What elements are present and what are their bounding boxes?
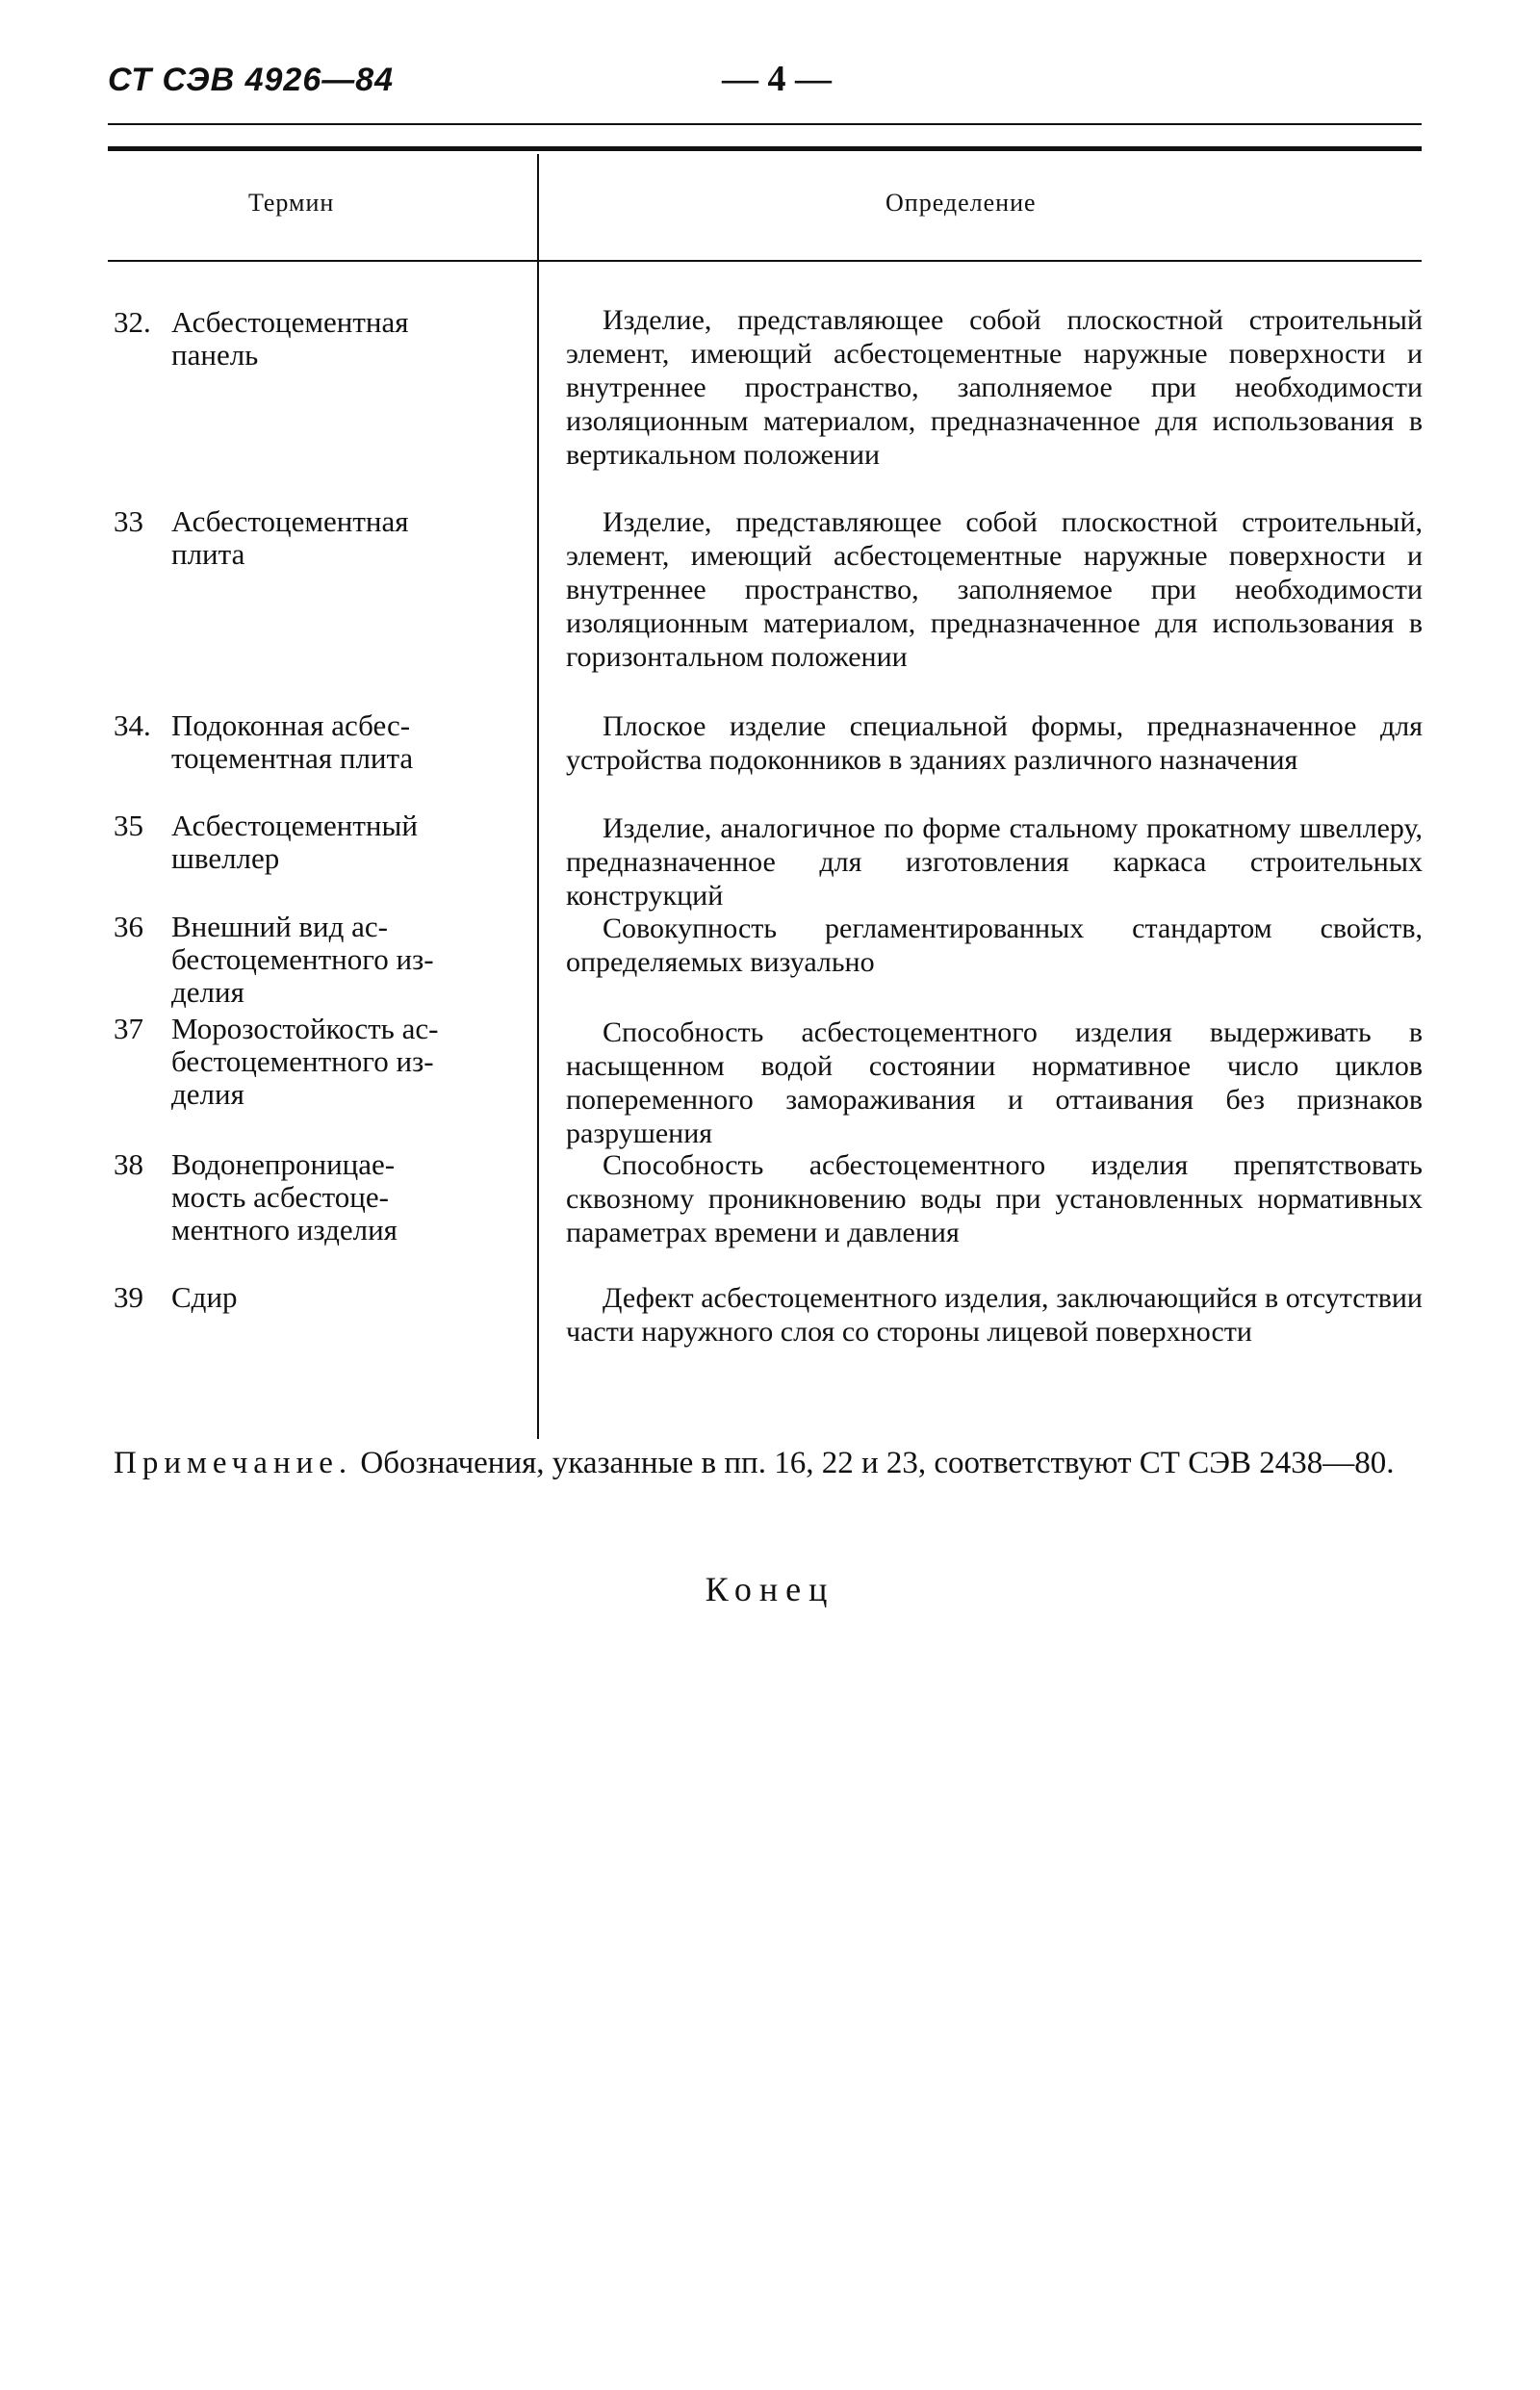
- header-bottom-rule: [108, 260, 1422, 262]
- definition-32: [566, 303, 1423, 472]
- term-32: [114, 306, 518, 372]
- term-34: [114, 709, 518, 775]
- term-number: 38: [114, 1147, 143, 1181]
- definition-34: [566, 709, 1423, 777]
- term-text: Асбестоцементный: [171, 809, 418, 842]
- term-text: Водонепроницае-: [171, 1147, 396, 1181]
- end-marker: Конец: [705, 1570, 835, 1608]
- column-header-definition: Определение: [886, 189, 1037, 217]
- term-number: 35: [114, 809, 143, 842]
- definition-36: [566, 912, 1423, 979]
- top-rule-thick: [108, 146, 1422, 151]
- term-number: 33: [114, 504, 143, 538]
- term-text: ментного изделия: [171, 1213, 398, 1246]
- document-code: СТ СЭВ 4926—84: [108, 62, 395, 98]
- term-text: делия: [171, 975, 244, 1009]
- page-number: — 4 —: [722, 59, 832, 99]
- definition-37: [566, 1015, 1423, 1150]
- definition-text: Способность асбестоцементного изделия выдерживать в насыщенном водой состоянии нормативное число циклов попеременного замораживания и оттаивания без признаков разрушения: [566, 1016, 1423, 1149]
- term-39: [114, 1281, 518, 1314]
- term-33: [114, 505, 518, 571]
- term-number: 32.: [114, 305, 151, 339]
- term-text: швеллер: [171, 841, 280, 875]
- definition-text: Способность асбестоцементного изделия препятствовать сквозному проникновению воды при установленных нормативных параметрах времени и давления: [566, 1149, 1423, 1248]
- term-text: делия: [171, 1077, 244, 1111]
- term-text: Подоконная асбес-: [171, 708, 411, 742]
- term-35: [114, 810, 518, 875]
- term-text: мость асбестоце-: [171, 1180, 389, 1214]
- term-text: Морозостойкость ас-: [171, 1012, 439, 1045]
- definition-35: [566, 811, 1423, 912]
- definition-text: Изделие, представляющее собой плоскостной строительный элемент, имеющий асбестоцементные наружные поверхности и внутреннее пространство, заполняемое при необходимости изоляционным материалом, предназначенное для использования в вертикальном положении: [566, 304, 1423, 471]
- definition-text: Совокупность регламентированных стандартом свойств, определяемых визуально: [566, 912, 1423, 978]
- term-number: 37: [114, 1012, 143, 1045]
- term-number: 34.: [114, 708, 151, 742]
- term-text: бестоцементного из-: [171, 1044, 434, 1078]
- term-37: [114, 1013, 518, 1111]
- definition-text: Дефект асбестоцементного изделия, заключающийся в отсутствии части наружного слоя со стороны лицевой поверхности: [566, 1282, 1423, 1348]
- definition-39: [566, 1281, 1423, 1349]
- term-text: Сдир: [171, 1280, 238, 1314]
- definition-text: Изделие, аналогичное по форме стальному прокатному швеллеру, предназначенное для изготовления каркаса строительных конструкций: [566, 812, 1423, 912]
- term-text: плита: [171, 537, 245, 571]
- definition-38: [566, 1148, 1423, 1249]
- definition-text: Плоское изделие специальной формы, предназначенное для устройства подоконников в зданиях различного назначения: [566, 710, 1423, 776]
- definition-text: Изделие, представляющее собой плоскостной строительный, элемент, имеющий асбестоцементные наружные поверхности и внутреннее пространство, заполняемое при необходимости изоляционным материалом, предназначенное для использования в горизонтальном положении: [566, 506, 1423, 673]
- term-text: бестоцементного из-: [171, 942, 434, 976]
- term-number: 36: [114, 910, 143, 943]
- definition-33: [566, 505, 1423, 674]
- column-divider: [537, 154, 539, 1439]
- term-36: [114, 911, 518, 1009]
- term-number: 39: [114, 1280, 143, 1314]
- column-header-term: Термин: [248, 189, 335, 217]
- top-rule-thin: [108, 123, 1422, 125]
- term-38: [114, 1148, 518, 1246]
- term-text: Асбестоцементная: [171, 504, 409, 538]
- footnote-label: Примечание.: [114, 1446, 353, 1480]
- term-text: панель: [171, 338, 259, 372]
- term-text: Внешний вид ас-: [171, 910, 389, 943]
- footnote-text: Обозначения, указанные в пп. 16, 22 и 23, соответствуют СТ СЭВ 2438—80.: [360, 1446, 1395, 1480]
- term-text: Асбестоцементная: [171, 305, 409, 339]
- footnote: [114, 1444, 1423, 1482]
- term-text: тоцементная плита: [171, 741, 414, 775]
